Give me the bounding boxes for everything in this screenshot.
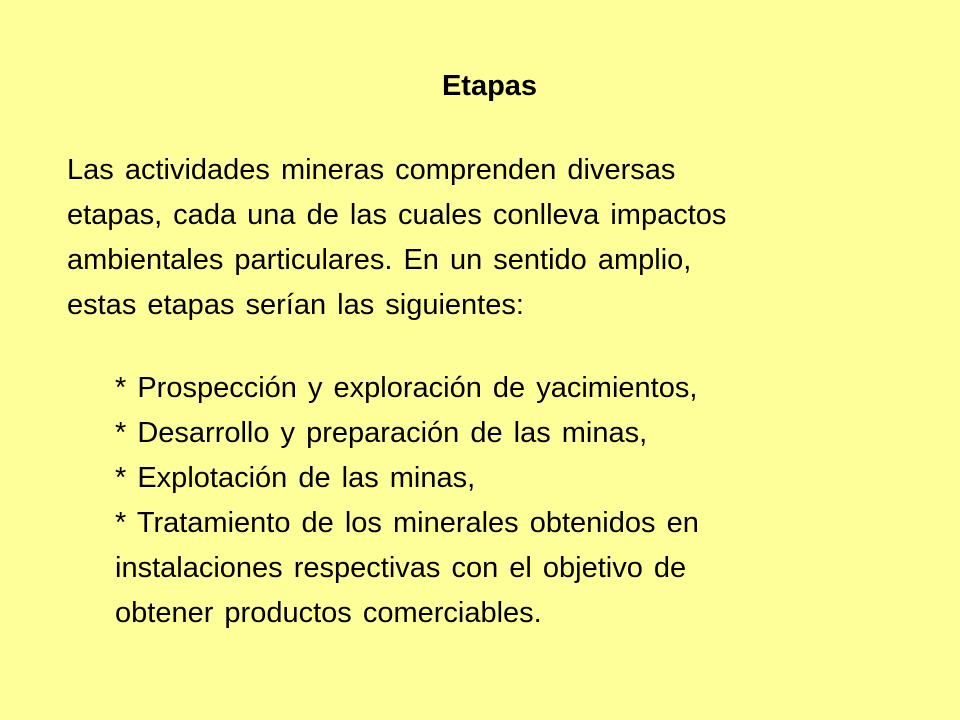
stage-item-line: obtener productos comerciables. [115,597,542,629]
stage-item-explotacion [115,456,915,501]
stage-item-line: instalaciones respectivas con el objetivo de [115,552,687,584]
stage-item-prospeccion [115,366,915,411]
stage-item-line: * Prospección y exploración de yacimientos, [115,372,698,404]
slide-title: Etapas [441,70,538,102]
intro-line: Las actividades mineras comprenden diversas [67,154,676,186]
stage-item-tratamiento [115,501,915,636]
intro-line: estas etapas serían las siguientes: [67,289,524,321]
intro-line: etapas, cada una de las cuales conlleva impactos [67,199,727,231]
stage-item-line: * Tratamiento de los minerales obtenidos en [115,507,699,539]
intro-line: ambientales particulares. En un sentido amplio, [67,244,692,276]
stage-item-line: * Explotación de las minas, [115,462,476,494]
stages-list [115,366,915,636]
stage-item-line: * Desarrollo y preparación de las minas, [115,417,648,449]
stage-item-desarrollo [115,411,915,456]
intro-paragraph [67,148,927,328]
